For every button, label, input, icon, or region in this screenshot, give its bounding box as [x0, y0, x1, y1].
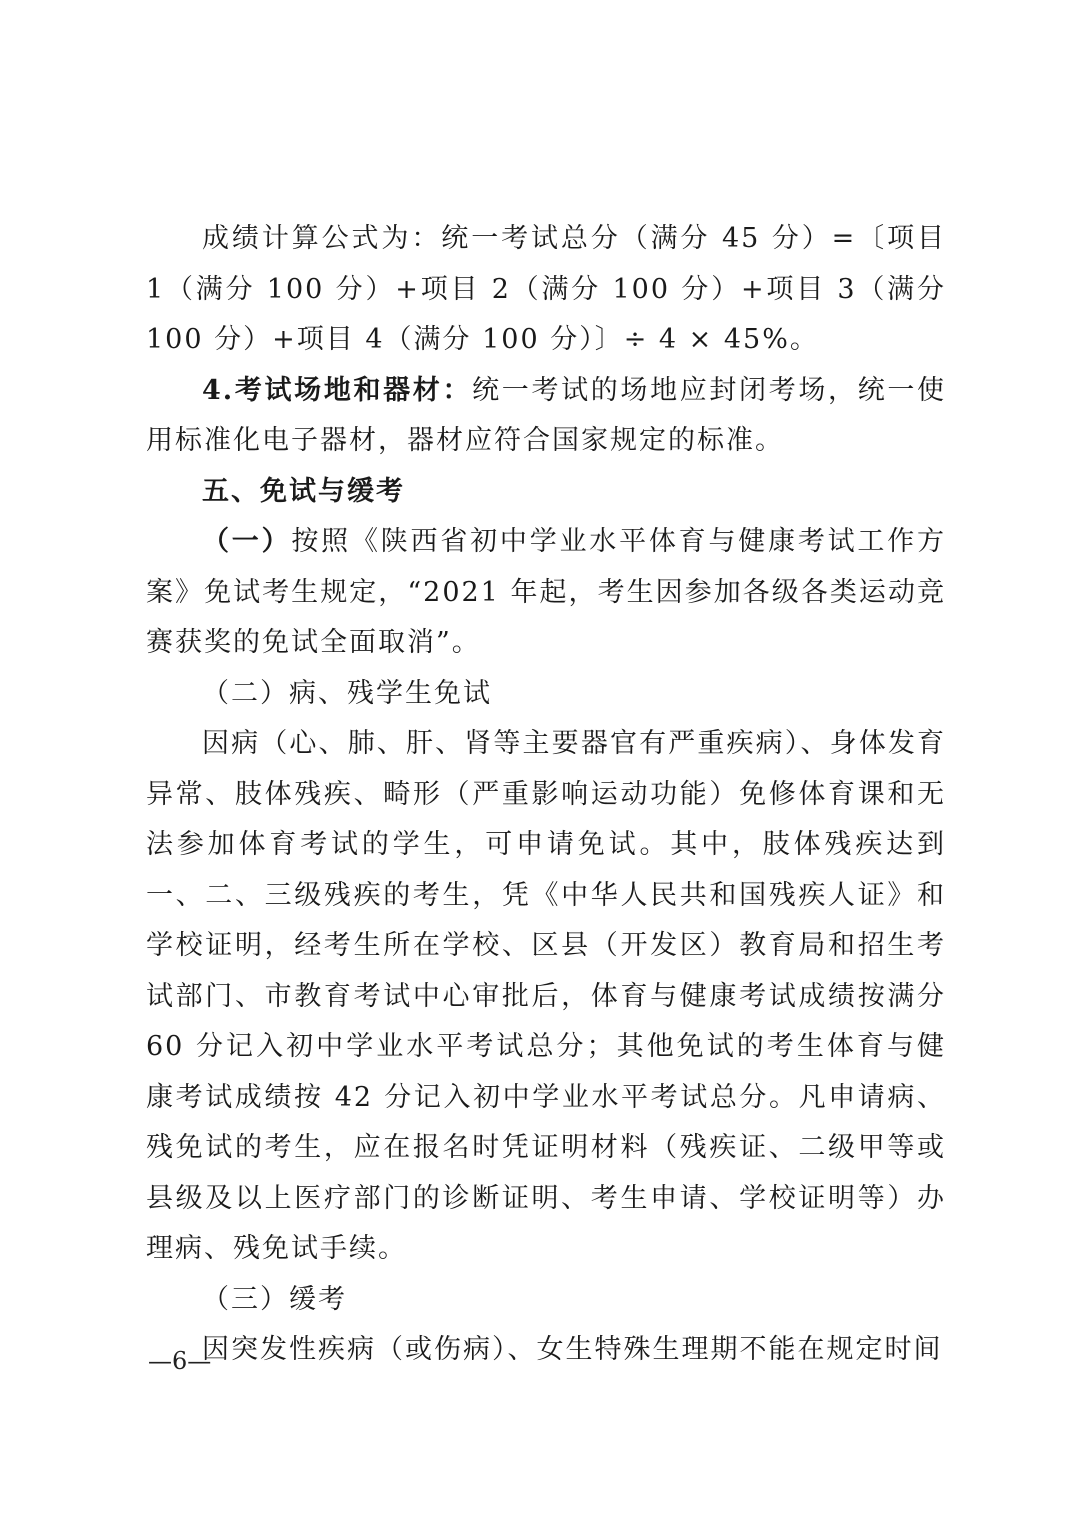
venue-paragraph: [146, 366, 946, 467]
section-5-heading: 五、免试与缓考: [202, 475, 405, 507]
subsection-3-heading: （三）缓考: [202, 1283, 347, 1315]
subsection-1-paragraph: [146, 517, 946, 669]
subsection-2-heading: （二）病、残学生免试: [202, 677, 492, 709]
document-body: [146, 214, 946, 1376]
venue-lead: 4.考试场地和器材：: [202, 374, 473, 406]
venue-body: 统一考试的场地应封闭考场，统一使用标准化电子器材，器材应符合国家规定的标准。: [146, 374, 947, 456]
page-number: —6—: [148, 1347, 212, 1375]
subsection-3-paragraph: 因突发性疾病（或伤病）、女生特殊生理期不能在规定时间: [202, 1334, 943, 1365]
subsection-2-paragraph: 因病（心、肺、肝、肾等主要器官有严重疾病）、身体发育异常、肢体残疾、畸形（严重影响运动功能）免修体育课和无法参加体育考试的学生，可申请免试。其中，肢体残疾达到一、二、三级残疾的考生，凭《中华人民共和国残疾人证》和学校证明，经考生所在学校、区县（开发区）教育局和招生考试部门、市教育考试中心审批后，体育与健康考试成绩按满分 60 分记入初中学业水平考试总分；其他免试的考生体育与健康考试成绩按 42 分记入初中学业水平考试总分。凡申请病、残免试的考生，应在报名时凭证明材料（残疾证、二级甲等或县级及以上医疗部门的诊断证明、考生申请、学校证明等）办理病、残免试手续。: [146, 728, 946, 1264]
formula-paragraph: 成绩计算公式为：统一考试总分（满分 45 分）=〔项目 1（满分 100 分）+项目 2（满分 100 分）+项目 3（满分 100 分）+项目 4（满分 100 分）〕÷ 4 × 45%。: [146, 223, 946, 355]
subsection-1-body: 按照《陕西省初中学业水平体育与健康考试工作方案》免试考生规定，“2021 年起，考生因参加各级各类运动竞赛获奖的免试全面取消”。: [146, 526, 946, 658]
subsection-1-lead: （一）: [202, 526, 292, 557]
